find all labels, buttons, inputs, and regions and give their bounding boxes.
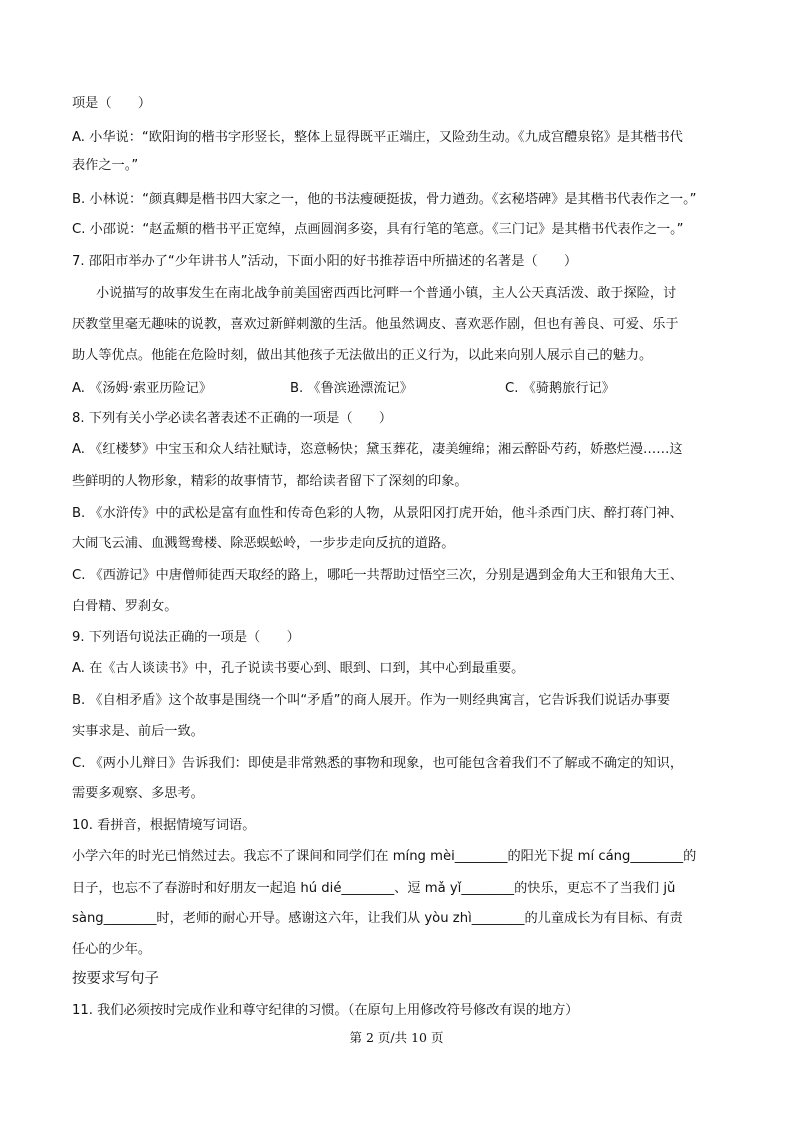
q7-option-b: B. 《鲁滨逊漂流记》 bbox=[290, 381, 413, 396]
q7-option-c: C. 《骑鹅旅行记》 bbox=[505, 381, 615, 396]
q10-passage-line-2: 日子，也忘不了春游时和好朋友一起追 hú dié________、逗 mǎ yǐ________的快乐，更忘不了当我们 jǔ bbox=[72, 881, 676, 896]
q7-option-a: A. 《汤姆·索亚历险记》 bbox=[72, 381, 213, 396]
q9-option-b: B. 《自相矛盾》这个故事是围绕一个叫“矛盾”的商人展开。作为一则经典寓言，它告诉我们说话办事要 bbox=[72, 693, 671, 708]
q8-option-c-cont: 白骨精、罗刹女。 bbox=[72, 599, 178, 614]
q9-option-b-cont: 实事求是、前后一致。 bbox=[72, 724, 204, 739]
q9-option-a: A. 在《古人谈读书》中，孔子说读书要心到、眼到、口到，其中心到最重要。 bbox=[72, 661, 525, 676]
question-9-stem: 9. 下列语句说法正确的一项是（ ） bbox=[72, 630, 300, 645]
question-11-stem: 11. 我们必须按时完成作业和尊守纪律的习惯。（在原句上用修改符号修改有误的地方） bbox=[72, 1003, 579, 1018]
q6-option-b: B. 小林说：“颜真卿是楷书四大家之一，他的书法瘦硬挺拔，骨力遒劲。《玄秘塔碑》是其楷书代表作之一。” bbox=[72, 192, 697, 207]
question-7-stem: 7. 邵阳市举办了“少年讲书人”活动，下面小阳的好书推荐语中所描述的名著是（ ） bbox=[72, 254, 578, 269]
page-number-footer: 第 2 页/共 10 页 bbox=[349, 1030, 444, 1045]
q6-option-a-cont: 表作之一。” bbox=[72, 158, 139, 173]
q7-passage-line-3: 助人等优点。他能在危险时刻，做出其他孩子无法做出的正义行为，以此来向别人展示自己的魅力。 bbox=[72, 348, 653, 363]
q10-passage-line-4: 任心的少年。 bbox=[72, 942, 152, 957]
q8-option-c: C. 《西游记》中唐僧师徒西天取经的路上，哪吒一共帮助过悟空三次，分别是遇到金角大王和银角大王、 bbox=[72, 568, 684, 583]
q10-passage-line-1: 小学六年的时光已悄然过去。我忘不了课间和同学们在 míng mèi________的阳光下捉 mí cáng________的 bbox=[72, 849, 697, 864]
q9-option-c-cont: 需要多观察、多思考。 bbox=[72, 786, 204, 801]
q8-option-a-cont: 些鲜明的人物形象，精彩的故事情节，都给读者留下了深刻的印象。 bbox=[72, 474, 468, 489]
q8-option-b-cont: 大闹飞云浦、血溅鸳鸯楼、除恶蜈蚣岭，一步步走向反抗的道路。 bbox=[72, 536, 455, 551]
question-6-stem-tail: 项是（ ） bbox=[72, 96, 152, 111]
question-10-stem: 10. 看拼音，根据情境写词语。 bbox=[72, 818, 256, 833]
q8-option-b: B. 《水浒传》中的武松是富有血性和传奇色彩的人物，从景阳冈打虎开始，他斗杀西门庆、醉打蒋门神、 bbox=[72, 506, 683, 521]
section-heading: 按要求写句子 bbox=[72, 971, 159, 987]
q6-option-c: C. 小邵说：“赵孟頫的楷书平正宽绰，点画圆润多姿，具有行笔的笔意。《三门记》是其楷书代表作之一。” bbox=[72, 222, 684, 237]
q8-option-a: A. 《红楼梦》中宝玉和众人结社赋诗，恣意畅快；黛玉葬花，凄美缠绵；湘云醉卧芍药，娇憨烂漫……这 bbox=[72, 442, 683, 457]
q6-option-a: A. 小华说：“欧阳询的楷书字形竖长，整体上显得既平正端庄，又险劲生动。《九成宫醴泉铭》是其楷书代 bbox=[72, 130, 683, 145]
q9-option-c: C. 《两小儿辩日》告诉我们：即使是非常熟悉的事物和现象，也可能包含着我们不了解或不确定的知识， bbox=[72, 756, 684, 771]
q10-passage-line-3: sàng________时，老师的耐心开导。感谢这六年，让我们从 yòu zhì________的儿童成长为有目标、有责 bbox=[72, 911, 683, 926]
question-8-stem: 8. 下列有关小学必读名著表述不正确的一项是（ ） bbox=[72, 411, 393, 426]
q7-passage-line-1: 小说描写的故事发生在南北战争前美国密西西比河畔一个普通小镇，主人公天真活泼、敢于探险，讨 bbox=[96, 286, 677, 301]
q7-passage-line-2: 厌教堂里毫无趣味的说教，喜欢过新鲜刺激的生活。他虽然调皮、喜欢恶作剧，但也有善良、可爱、乐于 bbox=[72, 317, 679, 332]
